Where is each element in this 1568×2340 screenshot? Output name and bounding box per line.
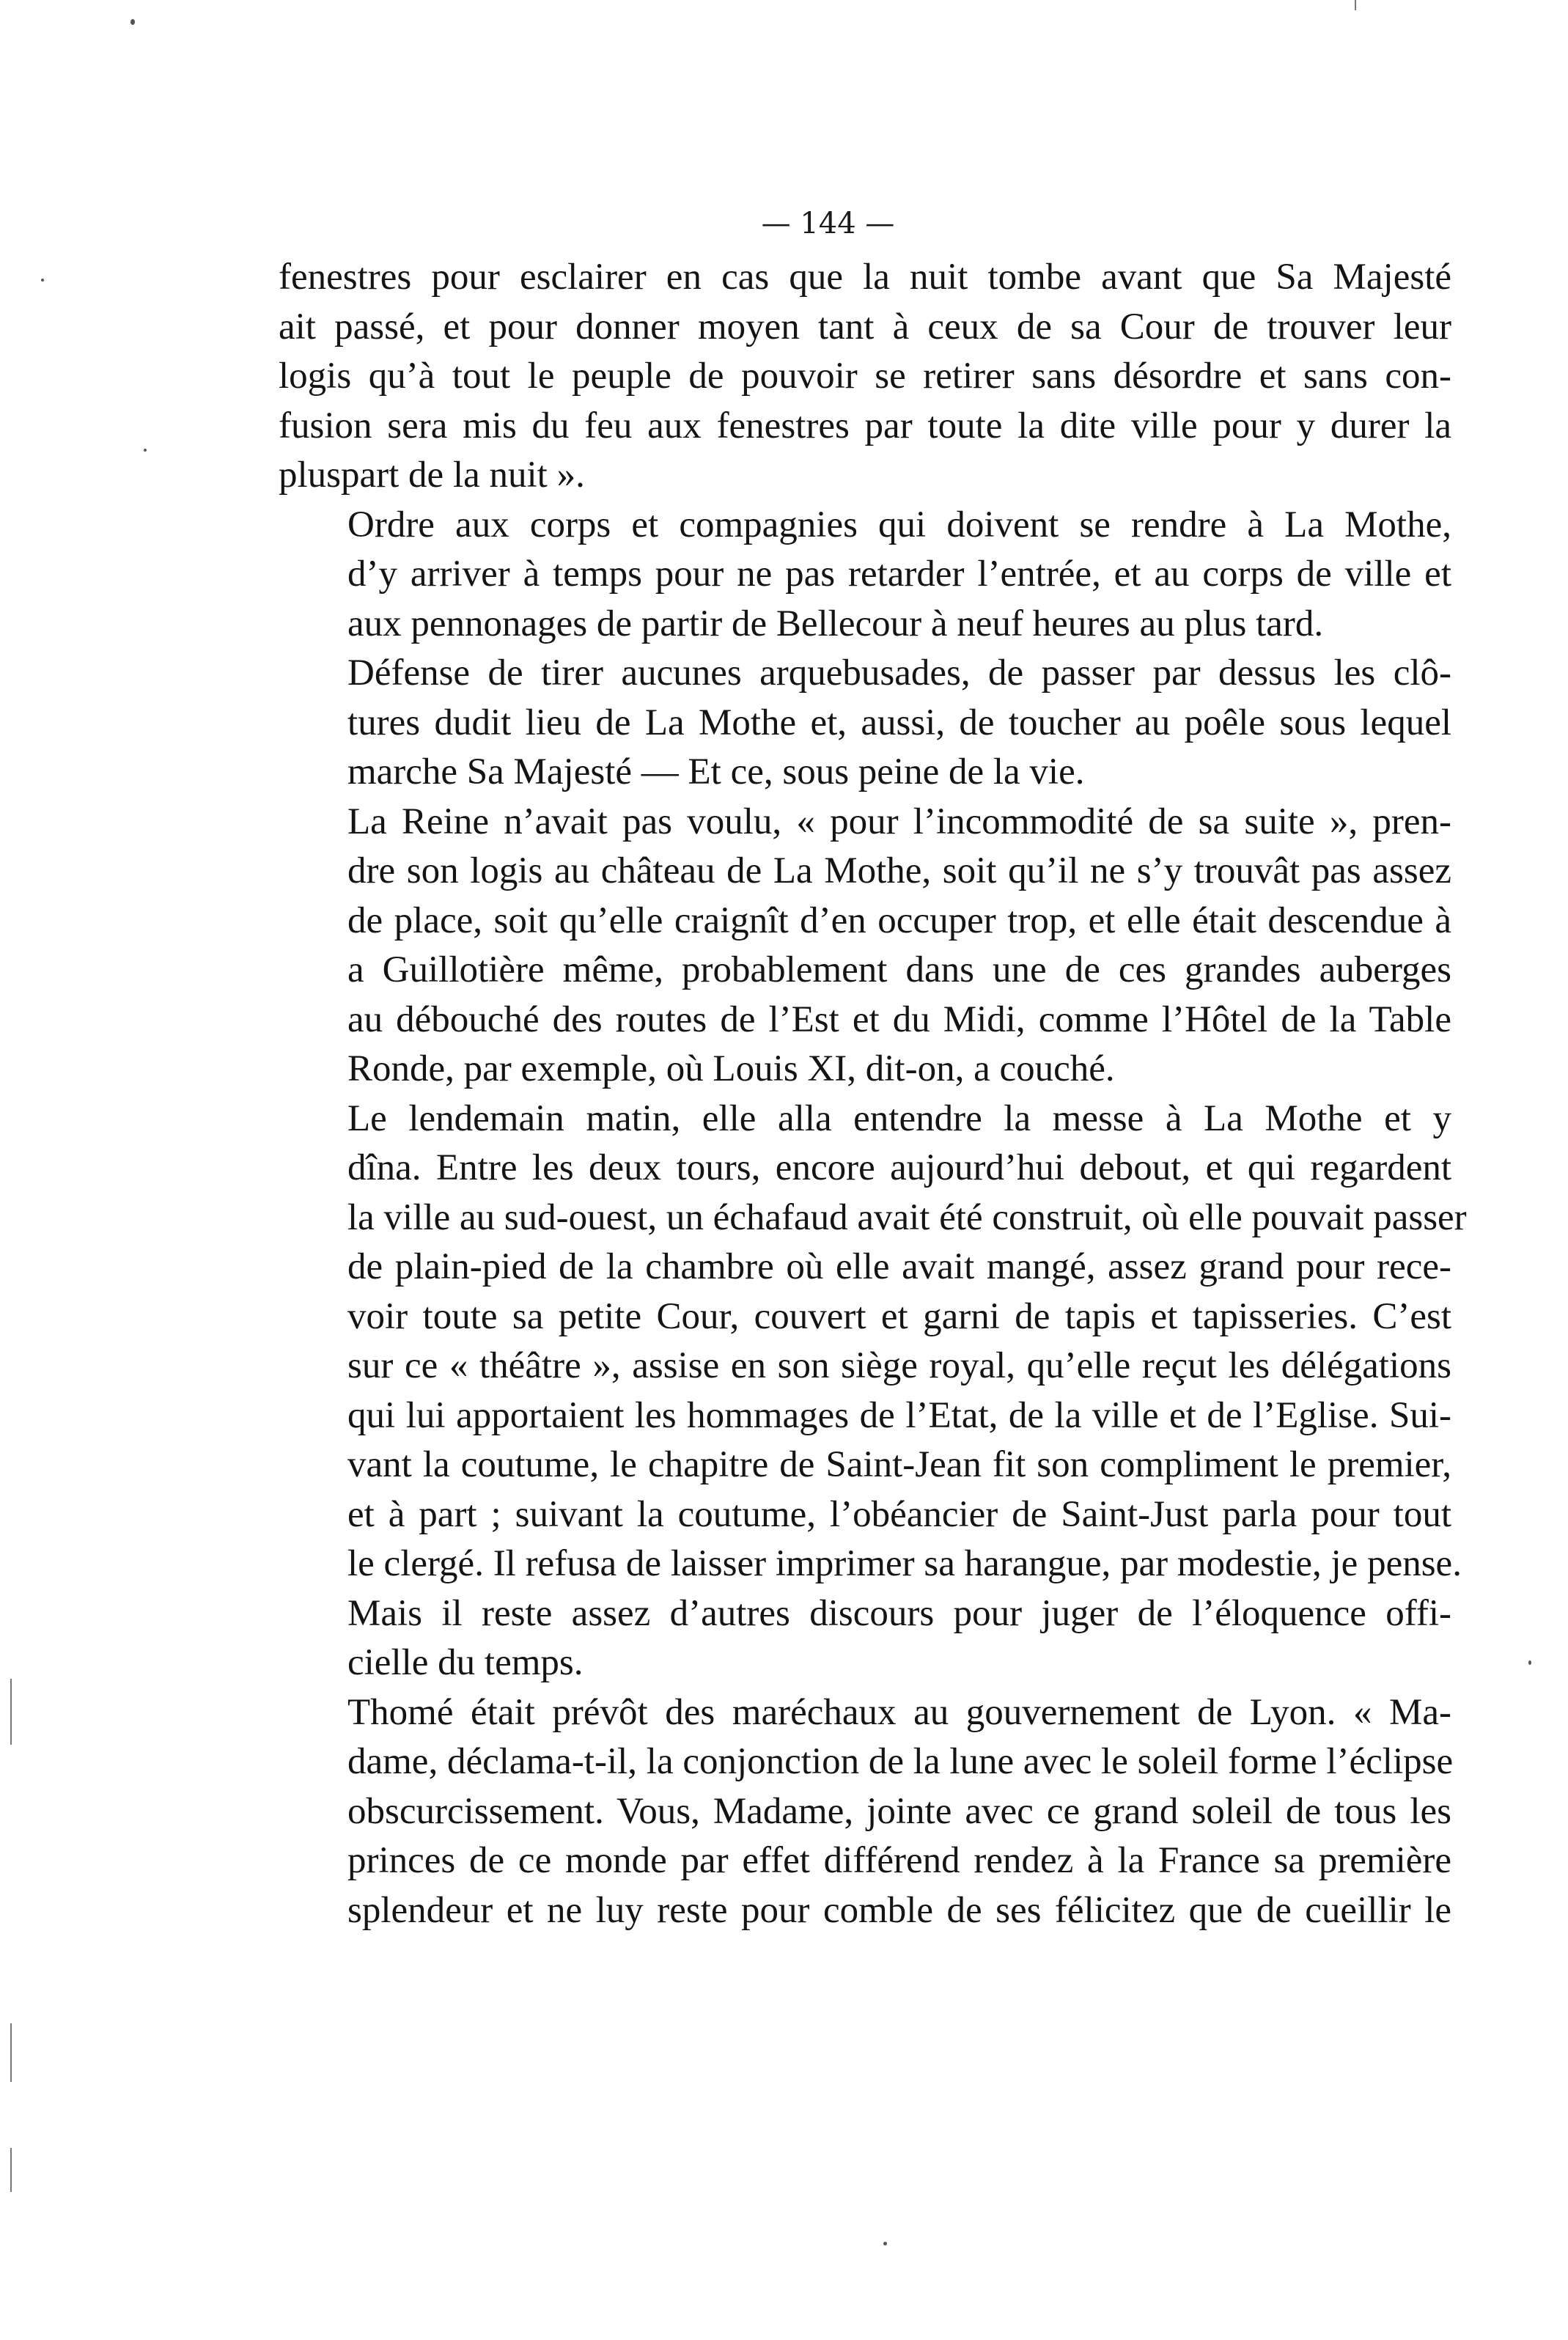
text-line: Thomé était prévôt des maréchaux au gouvernement de Lyon. « Ma-	[347, 1691, 1451, 1733]
scan-edge-line	[10, 2148, 12, 2192]
text-line: voir toute sa petite Cour, couvert et garni de tapis et tapisseries. C’est	[347, 1295, 1451, 1337]
text-line: a Guillotière même, probablement dans une de ces grandes auberges	[347, 949, 1451, 990]
text-line: dre son logis au château de La Mothe, soit qu’il ne s’y trouvât pas assez	[347, 850, 1451, 891]
paragraph	[279, 501, 1451, 650]
text-line: Le lendemain matin, elle alla entendre la messe à La Mothe et y	[347, 1097, 1451, 1139]
text-line: La Reine n’avait pas voulu, « pour l’incommodité de sa suite », pren-	[347, 801, 1451, 842]
text-line: pluspart de la nuit ».	[279, 455, 585, 496]
scan-speck	[883, 2242, 887, 2245]
text-line: au débouché des routes de l’Est et du Midi, comme l’Hôtel de la Table	[347, 998, 1451, 1040]
text-line: et à part ; suivant la coutume, l’obéancier de Saint-Just parla pour tout	[347, 1493, 1451, 1535]
text-line: aux pennonages de partir de Bellecour à neuf heures au plus tard.	[347, 603, 1324, 644]
scan-speck	[1528, 1660, 1531, 1665]
text-line: la ville au sud-ouest, un échafaud avait été construit, où elle pouvait passer	[347, 1196, 1467, 1238]
scan-edge-line	[10, 2023, 12, 2082]
scan-speck	[130, 19, 135, 25]
text-line: obscurcissement. Vous, Madame, jointe avec ce grand soleil de tous les	[347, 1790, 1451, 1832]
text-line: splendeur et ne luy reste pour comble de ses félicitez que de cueillir le	[347, 1889, 1451, 1931]
text-line: Mais il reste assez d’autres discours pour juger de l’éloquence offi-	[347, 1592, 1451, 1634]
paragraph	[279, 1589, 1451, 1688]
text-line: dîna. Entre les deux tours, encore aujourd’hui debout, et qui regardent	[347, 1147, 1451, 1188]
text-line: vant la coutume, le chapitre de Saint-Jean fit son compliment le premier,	[347, 1444, 1451, 1485]
page-number: — 144 —	[761, 207, 895, 240]
scan-edge-line	[10, 1679, 12, 1745]
text-line: dame, déclama-t-il, la conjonction de la lune avec le soleil forme l’éclipse	[347, 1741, 1454, 1782]
paragraph	[279, 253, 1451, 501]
text-line: logis qu’à tout le peuple de pouvoir se retirer sans désordre et sans con-	[279, 356, 1451, 397]
scan-speck	[41, 279, 44, 282]
text-line: Ordre aux corps et compagnies qui doivent se rendre à La Mothe,	[347, 504, 1451, 545]
text-line: de place, soit qu’elle craignît d’en occuper trop, et elle était descendue à	[347, 899, 1451, 941]
paragraph	[279, 798, 1451, 1094]
text-line: fusion sera mis du feu aux fenestres par toute la dite ville pour y durer la	[279, 405, 1451, 446]
paragraph	[279, 1688, 1454, 1936]
scan-edge-line	[1355, 0, 1356, 10]
text-line: d’y arriver à temps pour ne pas retarder l’entrée, et au corps de ville et	[347, 553, 1451, 595]
scan-speck	[144, 449, 147, 452]
text-line: marche Sa Majesté — Et ce, sous peine de la vie.	[347, 751, 1085, 792]
text-line: ait passé, et pour donner moyen tant à ceux de sa Cour de trouver leur	[279, 306, 1451, 347]
body-text	[279, 253, 1467, 1935]
text-line: de plain-pied de la chambre où elle avait mangé, assez grand pour rece-	[347, 1246, 1451, 1287]
text-line: fenestres pour esclairer en cas que la nuit tombe avant que Sa Majesté	[279, 257, 1451, 298]
text-line: qui lui apportaient les hommages de l’Etat, de la ville et de l’Eglise. Sui-	[347, 1394, 1451, 1436]
text-line: tures dudit lieu de La Mothe et, aussi, de toucher au poêle sous lequel	[347, 702, 1451, 743]
paragraph	[279, 1094, 1467, 1589]
text-line: sur ce « théâtre », assise en son siège royal, qu’elle reçut les délégations	[347, 1345, 1451, 1386]
text-line: le clergé. Il refusa de laisser imprimer sa harangue, par modestie, je pense.	[347, 1543, 1462, 1584]
text-line: cielle du temps.	[347, 1642, 584, 1683]
paragraph	[279, 649, 1451, 798]
text-line: Défense de tirer aucunes arquebusades, de passer par dessus les clô-	[347, 652, 1451, 693]
text-line: Ronde, par exemple, où Louis XI, dit-on, a couché.	[347, 1048, 1115, 1089]
text-line: princes de ce monde par effet différend rendez à la France sa première	[347, 1840, 1451, 1881]
